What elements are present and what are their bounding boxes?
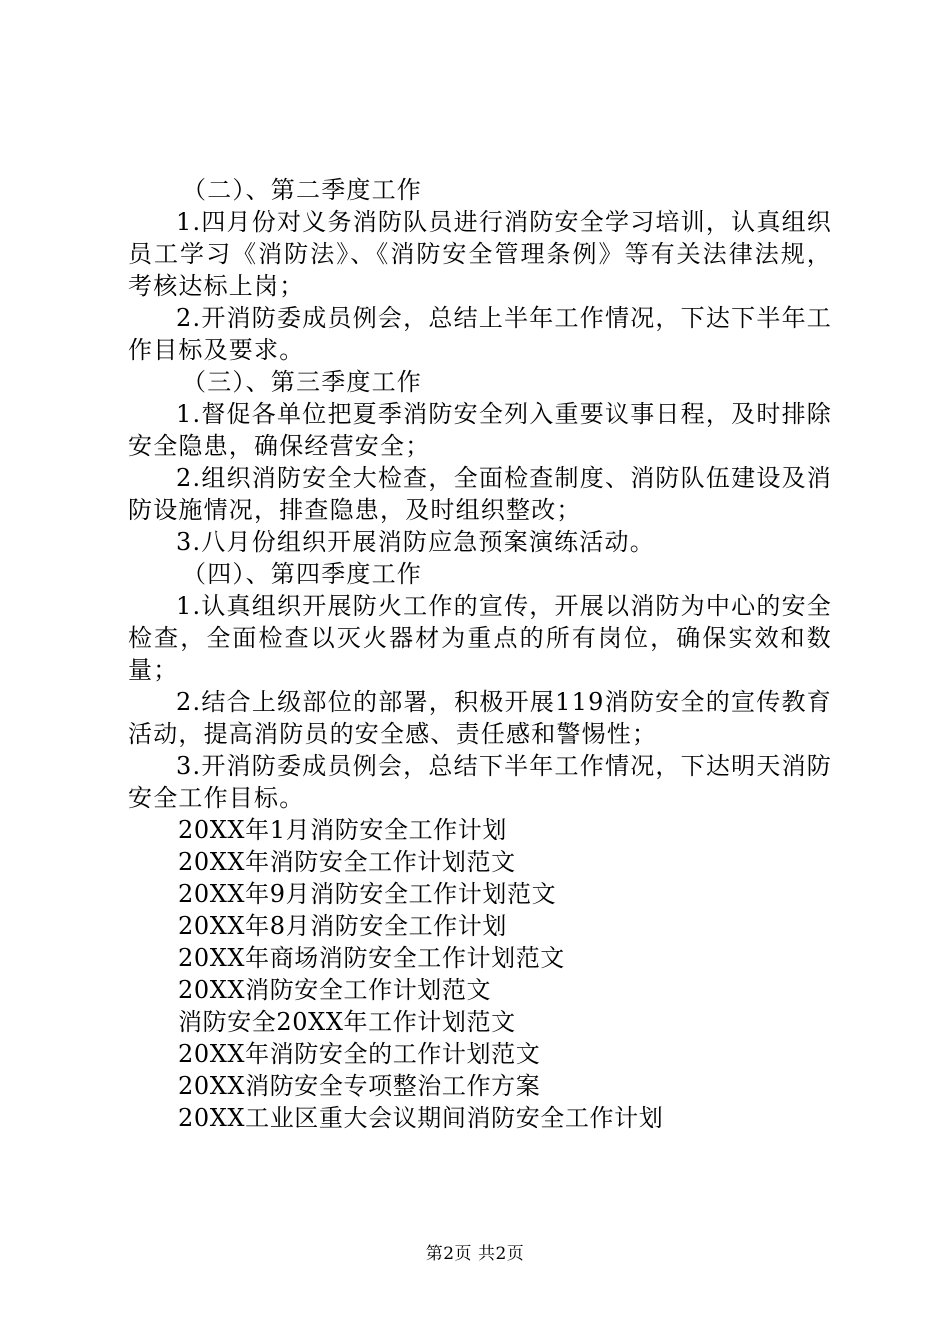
related-article-link[interactable]: 20XX年消防安全的工作计划范文	[178, 1040, 541, 1068]
section-heading-q2: （二）、第二季度工作	[182, 176, 422, 204]
related-article-link[interactable]: 20XX年8月消防安全工作计划	[178, 912, 507, 940]
related-article-link[interactable]: 20XX年消防安全工作计划范文	[178, 848, 516, 876]
section-heading-q3: （三）、第三季度工作	[182, 368, 422, 396]
related-article-link[interactable]: 20XX年9月消防安全工作计划范文	[178, 880, 557, 908]
paragraph-q3-item-3: 3.八月份组织开展消防应急预案演练活动。	[176, 528, 655, 556]
paragraph-q4-item-3: 3.开消防委成员例会，总结下半年工作情况，下达明天消防安全工作目标。	[128, 752, 832, 812]
section-heading-q4: （四）、第四季度工作	[182, 560, 422, 588]
related-article-link[interactable]: 20XX年商场消防安全工作计划范文	[178, 944, 565, 972]
paragraph-q2-item-2: 2.开消防委成员例会，总结上半年工作情况，下达下半年工作目标及要求。	[128, 304, 832, 364]
related-article-link[interactable]: 20XX工业区重大会议期间消防安全工作计划	[178, 1104, 664, 1132]
document-body	[128, 174, 832, 1134]
related-article-link[interactable]: 20XX消防安全工作计划范文	[178, 976, 492, 1004]
page-number-footer: 第2页 共2页	[425, 1244, 525, 1264]
paragraph-q4-item-1: 1.认真组织开展防火工作的宣传，开展以消防为中心的安全检查，全面检查以灭火器材为重点的所有岗位，确保实效和数量；	[128, 592, 832, 684]
paragraph-q3-item-1: 1.督促各单位把夏季消防安全列入重要议事日程，及时排除安全隐患，确保经营安全；	[128, 400, 832, 460]
related-articles-list	[128, 814, 832, 1134]
paragraph-q4-item-2: 2.结合上级部位的部署，积极开展119消防安全的宣传教育活动，提高消防员的安全感、责任感和警惕性；	[128, 688, 832, 748]
related-article-link[interactable]: 20XX年1月消防安全工作计划	[178, 816, 507, 844]
paragraph-q3-item-2: 2.组织消防安全大检查，全面检查制度、消防队伍建设及消防设施情况，排查隐患，及时组织整改；	[128, 464, 832, 524]
related-article-link[interactable]: 20XX消防安全专项整治工作方案	[178, 1072, 541, 1100]
related-article-link[interactable]: 消防安全20XX年工作计划范文	[178, 1008, 516, 1036]
paragraph-q2-item-1: 1.四月份对义务消防队员进行消防安全学习培训，认真组织员工学习《消防法》、《消防安全管理条例》等有关法律法规，考核达标上岗；	[128, 208, 832, 300]
